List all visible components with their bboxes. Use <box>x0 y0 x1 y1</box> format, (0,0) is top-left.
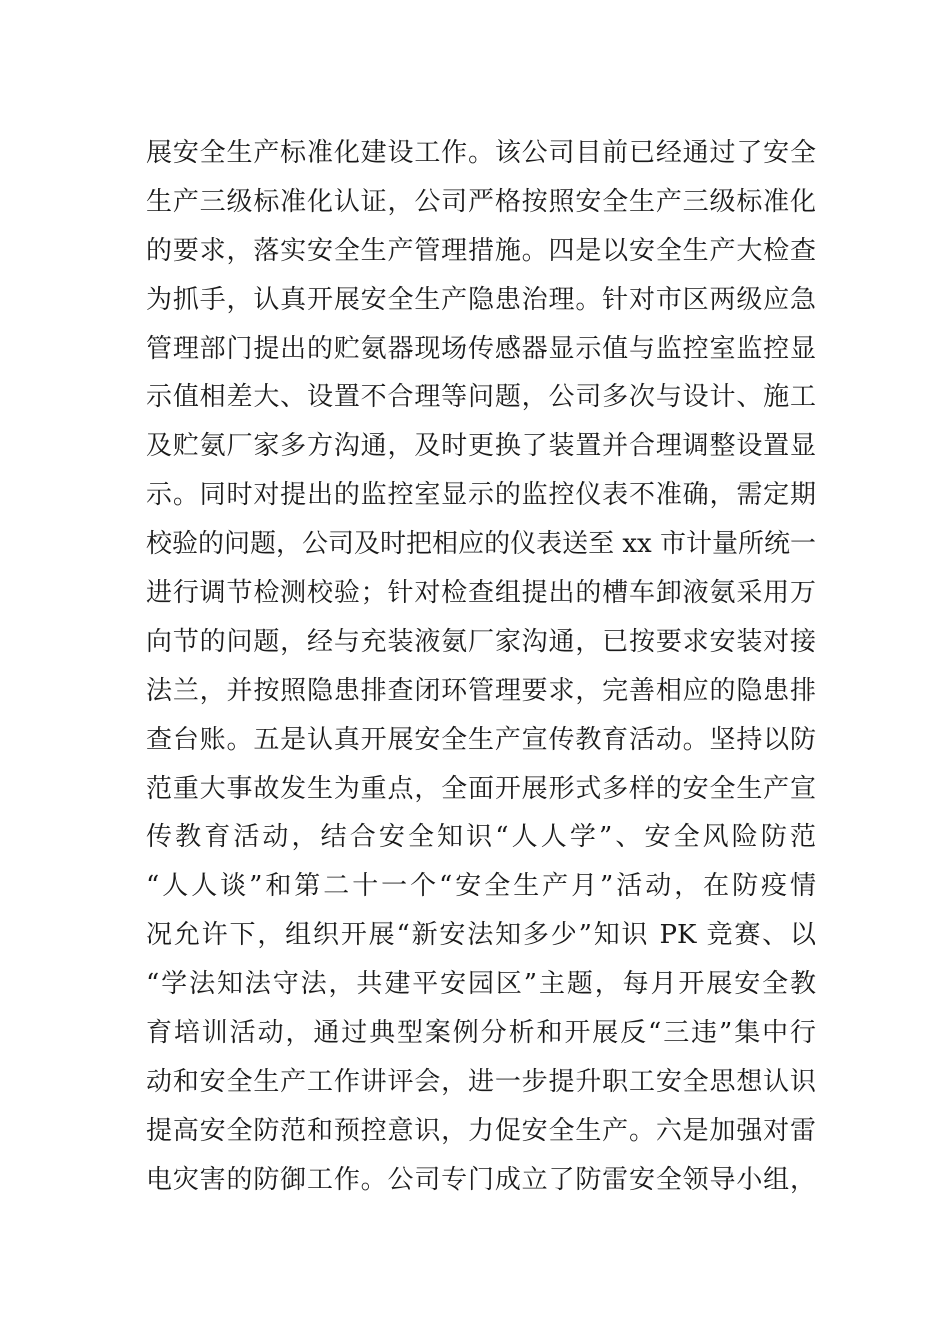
text-line: 进行调节检测校验；针对检查组提出的槽车卸液氨采用万 <box>146 578 816 609</box>
text-line: 及贮氨厂家多方沟通，及时更换了装置并合理调整设置显 <box>146 431 816 462</box>
text-line: 向节的问题，经与充装液氨厂家沟通，已按要求安装对接 <box>146 626 816 657</box>
text-line: “学法知法守法，共建平安园区”主题，每月开展安全教 <box>146 969 816 1000</box>
text-line: 查台账。五是认真开展安全生产宣传教育活动。坚持以防 <box>146 724 816 755</box>
text-line: 范重大事故发生为重点，全面开展形式多样的安全生产宣 <box>146 773 816 804</box>
text-line: 动和安全生产工作讲评会，进一步提升职工安全思想认识 <box>146 1066 816 1097</box>
text-line: 法兰，并按照隐患排查闭环管理要求，完善相应的隐患排 <box>146 675 816 706</box>
text-line: “人人谈”和第二十一个“安全生产月”活动，在防疫情 <box>146 871 816 902</box>
text-line: 传教育活动，结合安全知识“人人学”、安全风险防范 <box>146 822 816 853</box>
text-line: 示值相差大、设置不合理等问题，公司多次与设计、施工 <box>146 382 816 413</box>
text-line: 展安全生产标准化建设工作。该公司目前已经通过了安全 <box>146 138 816 168</box>
text-line: 示。同时对提出的监控室显示的监控仪表不准确，需定期 <box>146 480 816 511</box>
text-line: 况允许下，组织开展“新安法知多少”知识 PK 竞赛、以 <box>146 920 816 951</box>
body-paragraph <box>146 129 816 1205</box>
text-line: 的要求，落实安全生产管理措施。四是以安全生产大检查 <box>146 235 816 266</box>
text-line: 提高安全防范和预控意识，力促安全生产。六是加强对雷 <box>146 1115 816 1146</box>
text-line: 为抓手，认真开展安全生产隐患治理。针对市区两级应急 <box>146 284 816 315</box>
text-line: 电灾害的防御工作。公司专门成立了防雷安全领导小组， <box>146 1164 816 1195</box>
text-line: 生产三级标准化认证，公司严格按照安全生产三级标准化 <box>146 186 816 217</box>
text-line: 校验的问题，公司及时把相应的仪表送至 xx 市计量所统一 <box>146 529 816 560</box>
text-line: 管理部门提出的贮氨器现场传感器显示值与监控室监控显 <box>146 333 816 364</box>
text-line: 育培训活动，通过典型案例分析和开展反“三违”集中行 <box>146 1018 816 1049</box>
